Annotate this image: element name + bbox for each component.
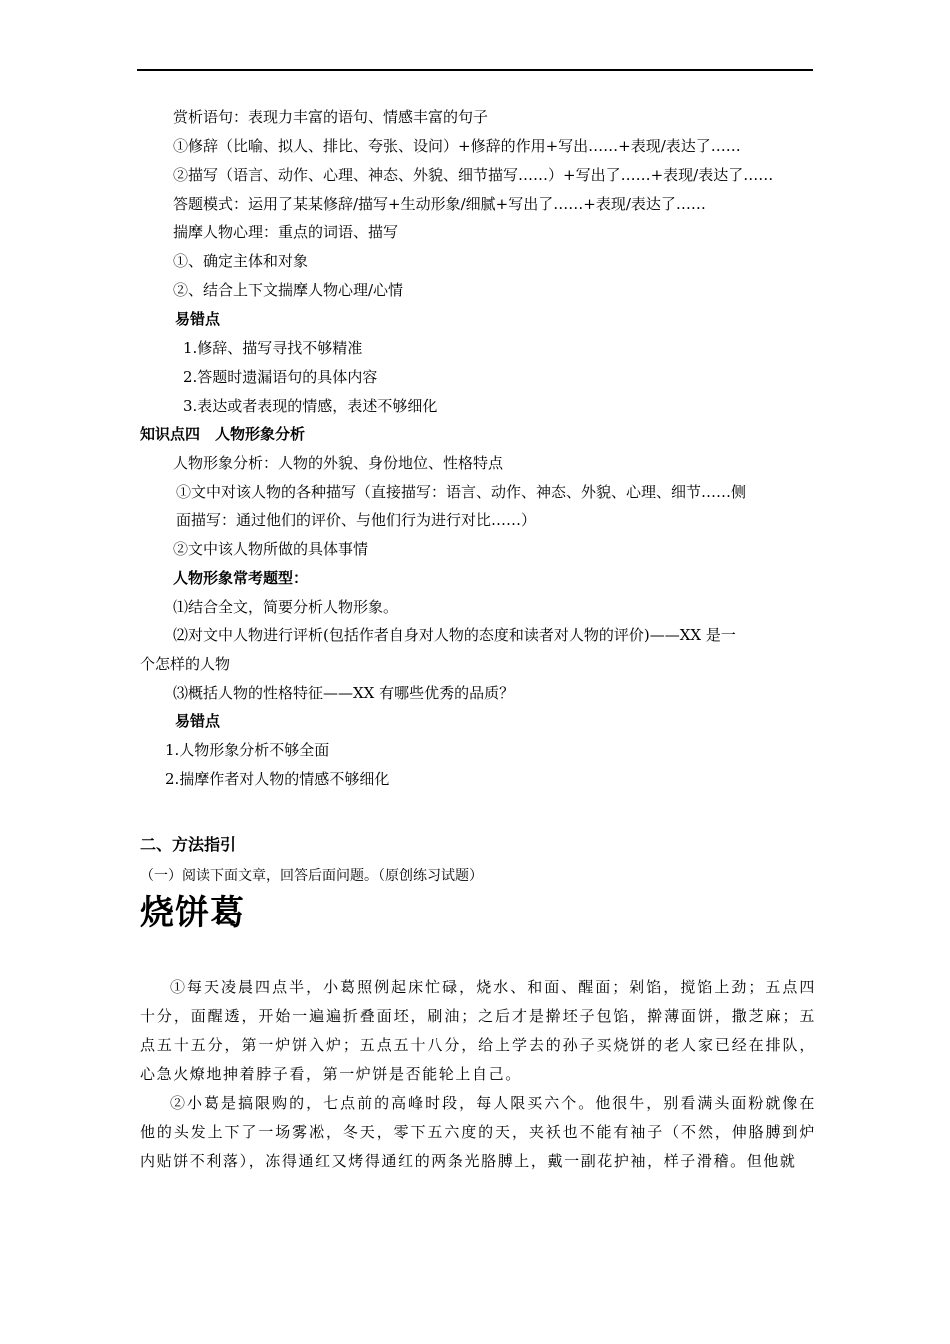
text-line: 3.表达或者表现的情感，表述不够细化 (183, 397, 438, 415)
header-rule (137, 69, 813, 71)
text-line: ①、确定主体和对象 (173, 252, 309, 270)
text-line: 1.人物形象分析不够全面 (165, 741, 330, 759)
story-body (140, 973, 816, 1176)
text-line: 揣摩人物心理：重点的词语、描写 (173, 223, 399, 241)
text-line: 2.答题时遗漏语句的具体内容 (183, 368, 378, 386)
error-points-heading: 易错点 (175, 712, 221, 730)
method-heading: 二、方法指引 (140, 835, 237, 854)
text-line: ⑴结合全文，简要分析人物形象。 (173, 598, 399, 616)
text-line: 答题模式：运用了某某修辞/描写+生动形象/细腻+写出了……+表现/表达了…… (173, 195, 706, 213)
text-line: ②、结合上下文揣摩人物心理/心情 (173, 281, 404, 299)
text-line: 人物形象分析：人物的外貌、身份地位、性格特点 (173, 454, 504, 472)
reading-instruction: （一）阅读下面文章，回答后面问题。（原创练习试题） (140, 868, 483, 884)
section-heading: 知识点四 人物形象分析 (140, 425, 306, 443)
text-line: ②描写（语言、动作、心理、神态、外貌、细节描写……）+写出了……+表现/表达了…… (173, 166, 774, 184)
story-paragraph: ①每天凌晨四点半，小葛照例起床忙碌，烧水、和面、醒面；剁馅，搅馅上劲；五点四十分，面醒透，开始一遍遍折叠面坯，刷油；之后才是擀坯子包馅，擀薄面饼，撒芝麻；五点五十五分，第一炉饼入炉；五点五十八分，给上学去的孙子买烧饼的老人家已经在排队，心急火燎地抻着脖子看，第一炉饼是否能轮上自己。 (140, 978, 816, 1083)
text-line: ②文中该人物所做的具体事情 (173, 540, 369, 558)
story-title: 烧饼葛 (140, 893, 245, 933)
question-types-heading: 人物形象常考题型： (173, 569, 309, 587)
text-line: 1.修辞、描写寻找不够精准 (183, 339, 363, 357)
text-line: ①修辞（比喻、拟人、排比、夸张、设问）+修辞的作用+写出……+表现/表达了…… (173, 137, 741, 155)
text-line: 面描写：通过他们的评价、与他们行为进行对比……） (176, 511, 537, 529)
text-line: ①文中对该人物的各种描写（直接描写：语言、动作、神态、外貌、心理、细节……侧 (176, 483, 747, 501)
story-paragraph: ②小葛是搞限购的，七点前的高峰时段，每人限买六个。他很牛，别看满头面粉就像在他的头发上下了一场雾凇，冬天，零下五六度的天，夹袄也不能有袖子（不然，伸胳膊到炉内贴饼不利落），冻得通红又烤得通红的两条光胳膊上，戴一副花护袖，样子滑稽。但他就 (140, 1094, 816, 1170)
text-line: ⑵对文中人物进行评析(包括作者自身对人物的态度和读者对人物的评价)——XX 是一 (173, 626, 736, 644)
text-line: ⑶概括人物的性格特征——XX 有哪些优秀的品质？ (173, 684, 515, 702)
text-line: 个怎样的人物 (140, 655, 231, 673)
text-line: 赏析语句：表现力丰富的语句、情感丰富的句子 (173, 108, 489, 126)
text-line: 2.揣摩作者对人物的情感不够细化 (165, 770, 390, 788)
error-points-heading: 易错点 (175, 310, 221, 328)
